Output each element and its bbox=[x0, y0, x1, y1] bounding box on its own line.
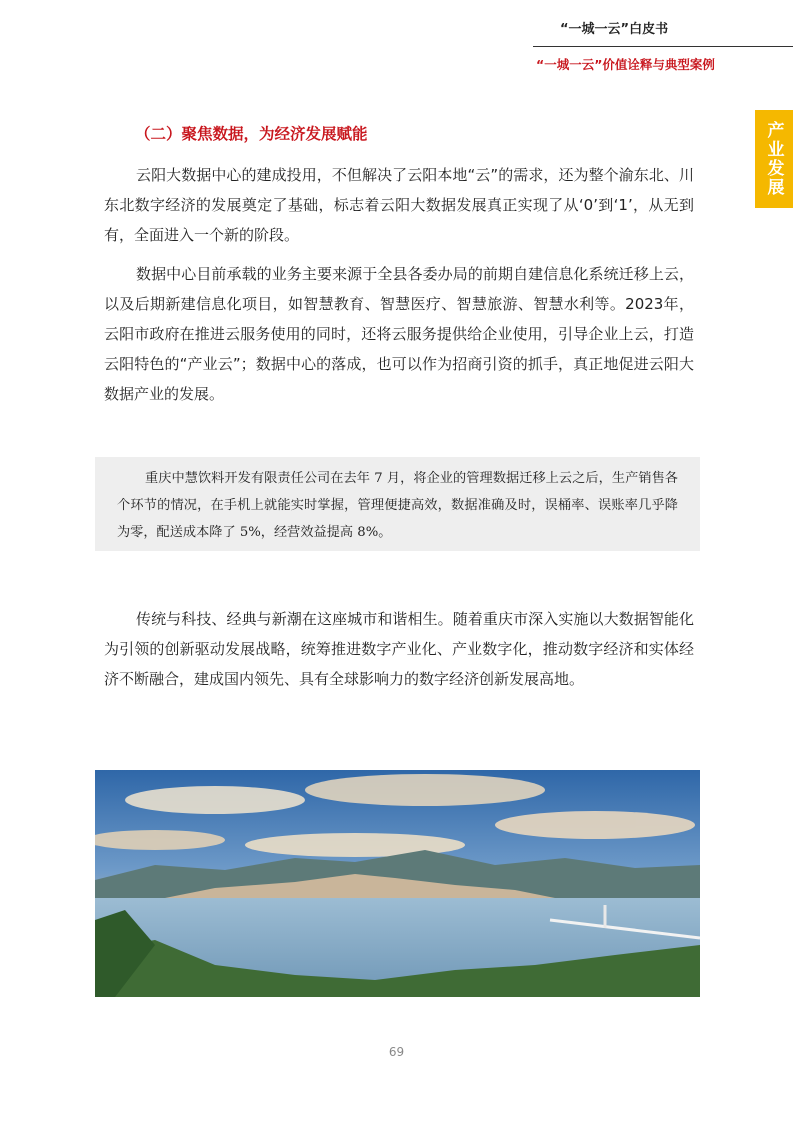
header-subtitle: “一城一云”价值诠释与典型案例 bbox=[536, 57, 715, 72]
section-heading: （二）聚焦数据，为经济发展赋能 bbox=[135, 125, 368, 143]
header-divider bbox=[533, 46, 793, 47]
paragraph-3: 传统与科技、经典与新潮在这座城市和谐相生。随着重庆市深入实施以大数据智能化为引领的创新驱动发展战略，统筹推进数字产业化、产业数字化，推动数字经济和实体经济不断融合，建成国内领先、具有全球影响力的数字经济创新发展高地。 bbox=[104, 610, 694, 688]
city-panorama-photo bbox=[95, 770, 700, 997]
paragraph-1: 云阳大数据中心的建成投用，不但解决了云阳本地“云”的需求，还为整个渝东北、川东北数字经济的发展奠定了基础，标志着云阳大数据发展真正实现了从‘0’到‘1’，从无到有，全面进入一个新的阶段。 bbox=[104, 166, 694, 244]
case-quote-box bbox=[95, 457, 700, 551]
paragraph-2: 数据中心目前承载的业务主要来源于全县各委办局的前期自建信息化系统迁移上云，以及后期新建信息化项目，如智慧教育、智慧医疗、智慧旅游、智慧水利等。2023年，云阳市政府在推进云服务使用的同时，还将云服务提供给企业使用，引导企业上云，打造云阳特色的“产业云”；数据中心的落成，也可以作为招商引资的抓手，真正地促进云阳大数据产业的发展。 bbox=[104, 265, 694, 403]
case-quote-text: 重庆中慧饮料开发有限责任公司在去年 7 月，将企业的管理数据迁移上云之后，生产销售各个环节的情况，在手机上就能实时掌握，管理便捷高效，数据准确及时，误桶率、误账率几乎降为零，配送成本降了 5%，经营效益提高 8%。 bbox=[117, 471, 678, 540]
page-number: 69 bbox=[388, 1045, 405, 1059]
side-section-tab: 产业发展 bbox=[755, 110, 793, 208]
header-title: “一城一云”白皮书 bbox=[560, 22, 669, 37]
